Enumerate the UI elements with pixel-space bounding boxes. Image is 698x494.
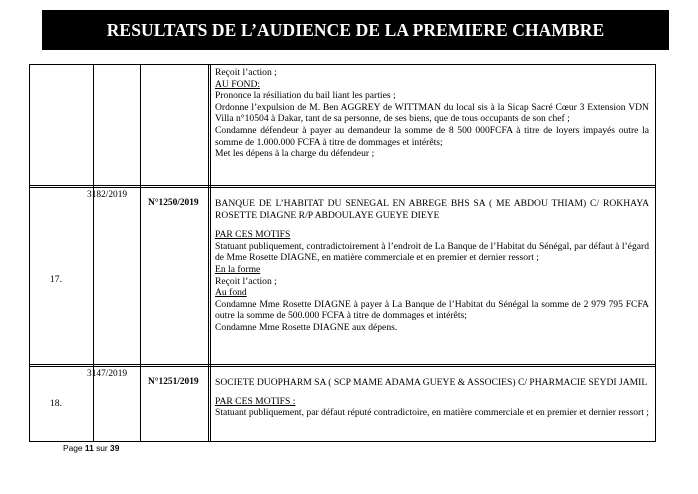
table-border-bottom bbox=[29, 441, 656, 442]
row16-content bbox=[215, 67, 649, 160]
row17-parties: BANQUE DE L’HABITAT DU SENEGAL EN ABREGE BHS SA ( ME ABDOU THIAM) C/ ROKHAYA ROSETTE DIAGNE R/P ABDOULAYE GUEYE DIEYE bbox=[215, 198, 649, 221]
row-divider-1 bbox=[29, 185, 656, 188]
row17-role-number: 3182/2019 bbox=[87, 190, 128, 200]
row18-motifs-heading: PAR CES MOTIFS : bbox=[215, 395, 296, 407]
row16-line-depens: Met les dépens à la charge du défendeur ; bbox=[215, 148, 375, 160]
banner-title: RESULTATS DE L’AUDIENCE DE LA PREMIERE CHAMBRE bbox=[106, 19, 605, 40]
row18-parties: SOCIETE DUOPHARM SA ( SCP MAME ADAMA GUEYE & ASSOCIES) C/ PHARMACIE SEYDI JAMIL bbox=[215, 377, 648, 388]
row16-line-resiliation: Prononce la résiliation du bail liant les parties ; bbox=[215, 90, 396, 102]
row17-forme-text: Reçoit l’action ; bbox=[215, 275, 277, 287]
page-footer bbox=[63, 443, 119, 453]
row18-content bbox=[215, 377, 649, 419]
footer-middle: sur bbox=[93, 443, 111, 453]
column-divider-3 bbox=[208, 64, 211, 442]
row17-content bbox=[215, 198, 649, 334]
footer-prefix: Page bbox=[63, 443, 85, 453]
row17-fond-text: Condamne Mme Rosette DIAGNE à payer à La Banque de l’Habitat du Sénégal la somme de 2 979 795 FCFA outre la somme de 500.000 FCFA à titre de dommages et intérêts; bbox=[215, 298, 649, 322]
row17-motifs-text: Statuant publiquement, contradictoirement à l’endroit de La Banque de l’Habitat du Sénégal, par défaut à l’égard de Mme Rosette DIAGNE, en matière commerciale et en premier et dernier ressort ; bbox=[215, 240, 649, 264]
row17-depens: Condamne Mme Rosette DIAGNE aux dépens. bbox=[215, 321, 398, 333]
row18-decision-number: N°1251/2019 bbox=[148, 377, 199, 387]
row17-fond-heading: Au fond bbox=[215, 287, 247, 299]
row18-motifs-text: Statuant publiquement, par défaut réputé contradictoire, en matière commerciale et en premier et dernier ressort ; bbox=[215, 407, 649, 419]
row17-forme-heading: En la forme bbox=[215, 263, 261, 275]
results-table bbox=[29, 64, 656, 442]
row18-index: 18. bbox=[50, 398, 62, 409]
page-banner bbox=[42, 10, 669, 50]
footer-page-total: 39 bbox=[110, 443, 120, 453]
row18-role-number: 3147/2019 bbox=[87, 369, 128, 379]
row-divider-2 bbox=[29, 364, 656, 367]
footer-page-number: 11 bbox=[84, 443, 94, 453]
row16-line-expulsion: Ordonne l’expulsion de M. Ben AGGREY de WITTMAN du local sis à la Sicap Sacré Cœur 3 Extension VDN Villa n°10504 à Dakar, tant de sa personne, de ses biens, que de tous occupants de son chef ; bbox=[215, 101, 649, 125]
row16-line-recoit: Reçoit l’action ; bbox=[215, 67, 277, 78]
row17-motifs-heading: PAR CES MOTIFS bbox=[215, 229, 291, 241]
column-divider-2 bbox=[140, 64, 141, 442]
row16-line-au-fond: AU FOND: bbox=[215, 78, 261, 90]
table-border-left bbox=[29, 64, 30, 442]
row17-index: 17. bbox=[50, 274, 62, 285]
row16-line-condamne: Condamne défendeur à payer au demandeur la somme de 8 500 000FCFA à titre de loyers impayés outre la somme de 1.000.000 FCFA à titre de dommages et intérêts; bbox=[215, 124, 649, 148]
table-border-top bbox=[29, 64, 656, 65]
column-divider-1 bbox=[93, 64, 94, 442]
row17-decision-number: N°1250/2019 bbox=[148, 198, 199, 208]
table-border-right bbox=[655, 64, 656, 442]
